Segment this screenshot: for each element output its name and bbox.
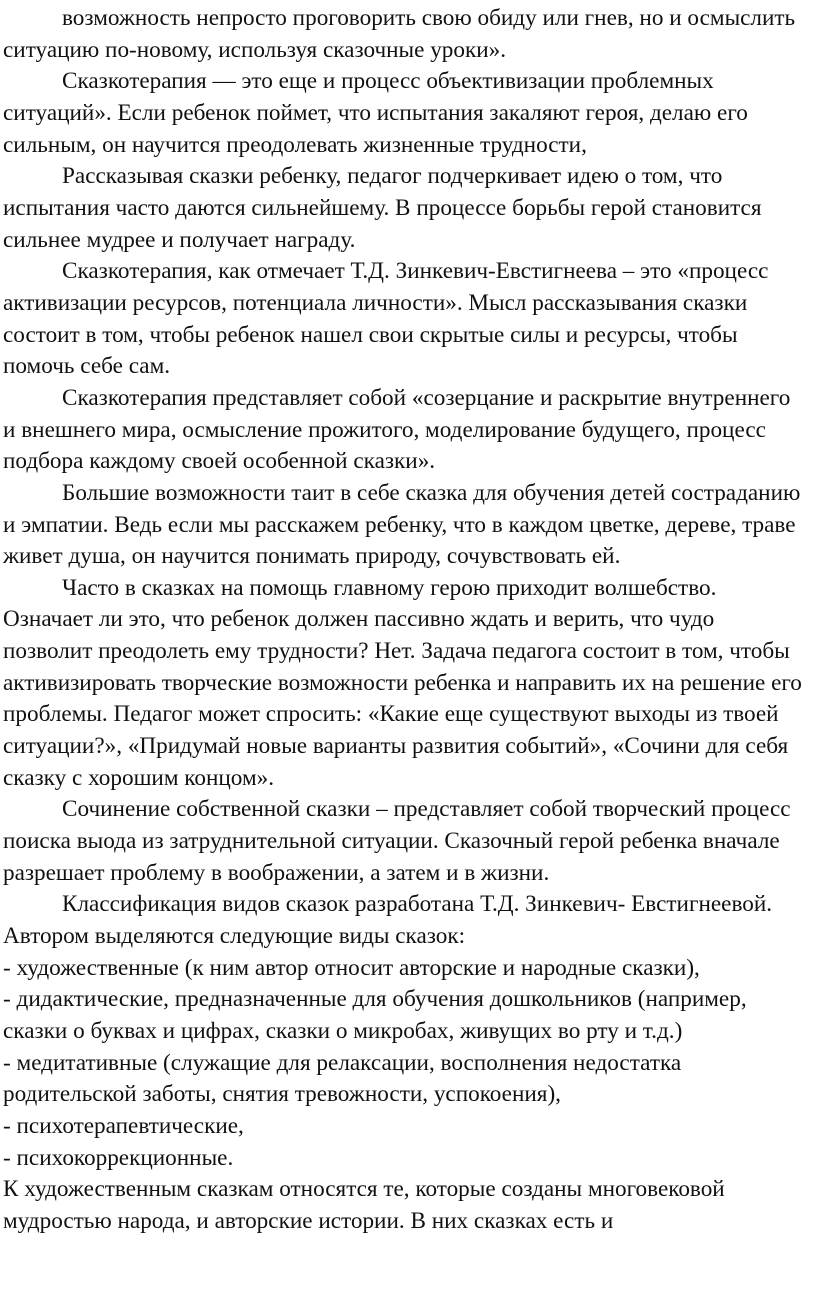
paragraph-contemplation: Сказкотерапия представляет собой «созерцание и раскрытие внутреннего и внешнего мира, осмысление прожитого, моделирование будущего, процесс подбора каждому своей особенной сказки». [3, 384, 791, 475]
list-item-artistic: - художественные (к ним автор относит авторские и народные сказки), [3, 954, 700, 981]
list-item-psychotherapeutic: - психотерапевтические, [3, 1112, 244, 1139]
paragraph-classification: Классификация видов сказок разработана Т.Д. Зинкевич- Евстигнеевой. Автором выделяются следующие виды сказок: [3, 891, 773, 950]
paragraph-empathy: Большие возможности таит в себе сказка для обучения детей состраданию и эмпатии. Ведь если мы расскажем ребенку, что в каждом цветке, дереве, траве живет душа, он научится понимать природу, сочувствовать ей. [3, 479, 801, 570]
list-item-meditative: - медитативные (служащие для релаксации, восполнения недостатка родительской заботы, снятия тревожности, успокоения), [3, 1049, 682, 1108]
paragraph-magic: Часто в сказках на помощь главному герою приходит волшебство. Означает ли это, что ребенок должен пассивно ждать и верить, что чудо позволит преодолеть ему трудности? Нет. Задача педагога состоит в том, чтобы активизировать творческие возможности ребенка и направить их на решение его проблемы. Педагог может спросить: «Какие еще существуют выходы из твоей ситуации?», «Придумай новые варианты развития событий», «Сочини для себя сказку с хорошим концом». [3, 574, 802, 791]
list-item-didactic: - дидактические, предназначенные для обучения дошкольников (например, сказки о буквах и цифрах, сказки о микробах, живущих во рту и т.д.) [3, 986, 747, 1044]
paragraph-continuation: возможность непросто проговорить свою обиду или гнев, но и осмыслить ситуацию по-новому, используя сказочные уроки». [3, 5, 796, 63]
paragraph-own-tale: Сочинение собственной сказки – представляет собой творческий процесс поиска выода из затруднительной ситуации. Сказочный герой ребенка вначале разрешает проблему в воображении, а затем и в жизни. [3, 796, 791, 886]
list-item-psychocorrective: - психокоррекционные. [3, 1144, 234, 1171]
paragraph-resources: Сказкотерапия, как отмечает Т.Д. Зинкевич-Евстигнеева – это «процесс активизации ресурсов, потенциала личности». Мысл рассказывания сказки состоит в том, чтобы ребенок нашел свои скрытые силы и ресурсы, чтобы помочь себе сам. [3, 258, 769, 380]
paragraph-objectivization: Сказкотерапия — это еще и процесс объективизации проблемных ситуаций». Если ребенок поймет, что испытания закаляют героя, делаю его сильным, он научится преодолевать жизненные трудности, [3, 68, 748, 158]
paragraph-telling-tales: Рассказывая сказки ребенку, педагог подчеркивает идею о том, что испытания часто даются сильнейшему. В процессе борьбы герой становится сильнее мудрее и получает награду. [3, 163, 762, 253]
paragraph-artistic-tales: К художественным сказкам относятся те, которые созданы многовековой мудростью народа, и авторские истории. В них сказках есть и [3, 1176, 725, 1234]
